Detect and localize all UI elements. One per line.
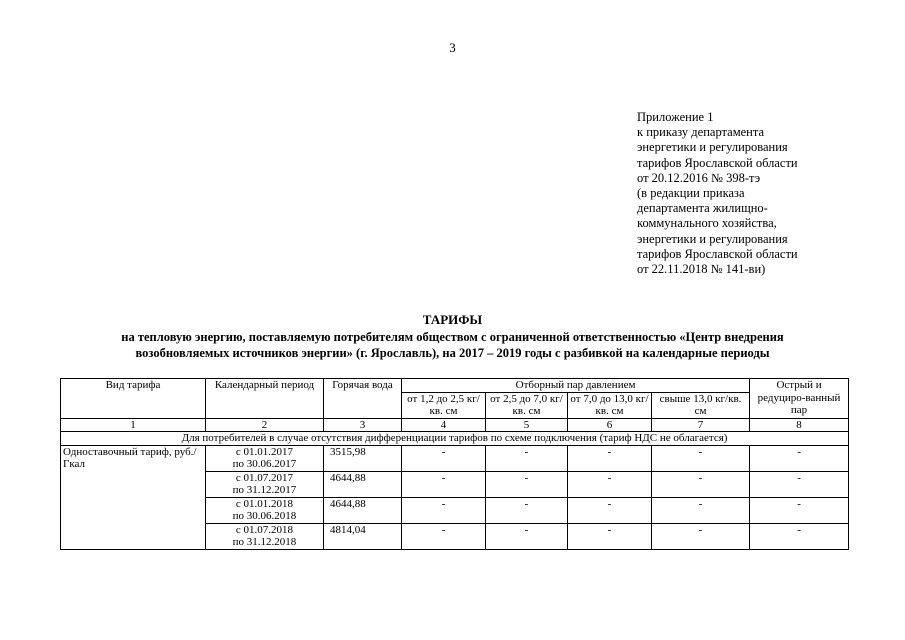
period-cell — [206, 497, 324, 523]
header-steam-2: от 2,5 до 7,0 кг/кв. см — [486, 392, 568, 418]
appendix-line: от 20.12.2016 № 398-тэ — [637, 170, 761, 185]
steam-4-value: - — [652, 471, 750, 497]
section-label: Для потребителей в случае отсутствия дифференциации тарифов по схеме подключения (тариф НДС не облагается) — [61, 432, 849, 446]
header-steam-1: от 1,2 до 2,5 кг/кв. см — [402, 392, 486, 418]
column-number: 5 — [486, 418, 568, 432]
appendix-line: энергетики и регулирования — [637, 231, 788, 246]
period-from: с 01.01.2018 — [235, 497, 294, 510]
sharp-steam-value: - — [750, 471, 849, 497]
period-to: по 31.12.2017 — [232, 484, 297, 496]
steam-3-value: - — [568, 523, 652, 549]
appendix-line: энергетики и регулирования — [637, 140, 788, 155]
steam-2-value: - — [486, 471, 568, 497]
steam-4-value: - — [652, 523, 750, 549]
sharp-steam-value: - — [750, 445, 849, 471]
steam-1-value: - — [402, 497, 486, 523]
steam-3-value: - — [568, 497, 652, 523]
period-cell — [206, 523, 324, 549]
steam-3-value: - — [568, 471, 652, 497]
sharp-steam-value: - — [750, 523, 849, 549]
tariff-name: Одноставочный тариф, руб./Гкал — [61, 445, 206, 549]
hot-water-value: 4644,88 — [324, 497, 402, 523]
period-to: по 30.06.2017 — [232, 458, 297, 470]
appendix-note — [637, 110, 887, 277]
table-row — [61, 445, 849, 471]
steam-4-value: - — [652, 445, 750, 471]
steam-2-value: - — [486, 497, 568, 523]
column-number: 7 — [652, 418, 750, 432]
period-from: с 01.07.2017 — [235, 471, 294, 484]
column-number-row — [61, 418, 849, 432]
appendix-line: коммунального хозяйства, — [637, 216, 777, 231]
appendix-line: тарифов Ярославской области — [637, 155, 798, 170]
subtitle-line: возобновляемых источников энергии» (г. Ярославль), на 2017 – 2019 годы с разбивкой на календарные периоды — [135, 346, 770, 360]
period-from: с 01.07.2018 — [235, 523, 294, 536]
period-from: с 01.01.2017 — [235, 445, 294, 458]
hot-water-value: 4814,04 — [324, 523, 402, 549]
tariff-table — [60, 378, 849, 550]
appendix-line: департамента жилищно- — [637, 201, 768, 216]
header-hot-water: Горячая вода — [324, 379, 402, 419]
hot-water-value: 4644,88 — [324, 471, 402, 497]
column-number: 3 — [324, 418, 402, 432]
page-number: 3 — [449, 40, 456, 55]
header-steam-3: от 7,0 до 13,0 кг/кв. см — [568, 392, 652, 418]
period-cell — [206, 445, 324, 471]
column-number: 1 — [61, 418, 206, 432]
document-subtitle — [40, 329, 865, 361]
steam-4-value: - — [652, 497, 750, 523]
column-number: 6 — [568, 418, 652, 432]
appendix-line: от 22.11.2018 № 141-ви) — [637, 262, 766, 277]
header-tariff-type: Вид тарифа — [61, 379, 206, 419]
appendix-line: (в редакции приказа — [637, 186, 745, 201]
subtitle-line: на тепловую энергию, поставляемую потребителям обществом с ограниченной ответственностью «Центр внедрения — [121, 330, 784, 344]
period-cell — [206, 471, 324, 497]
section-row — [61, 432, 849, 446]
sharp-steam-value: - — [750, 497, 849, 523]
appendix-line: к приказу департамента — [637, 125, 765, 140]
steam-3-value: - — [568, 445, 652, 471]
steam-1-value: - — [402, 523, 486, 549]
header-sharp-steam: Острый и редуциро-ванный пар — [750, 379, 849, 419]
column-number: 8 — [750, 418, 849, 432]
header-steam-group: Отборный пар давлением — [402, 379, 750, 393]
steam-2-value: - — [486, 523, 568, 549]
column-number: 4 — [402, 418, 486, 432]
appendix-line: тарифов Ярославской области — [637, 246, 798, 261]
steam-1-value: - — [402, 445, 486, 471]
period-to: по 31.12.2018 — [232, 536, 297, 548]
period-to: по 30.06.2018 — [232, 510, 297, 522]
appendix-line: Приложение 1 — [637, 110, 714, 124]
header-period: Календарный период — [206, 379, 324, 419]
column-number: 2 — [206, 418, 324, 432]
hot-water-value: 3515,98 — [324, 445, 402, 471]
steam-2-value: - — [486, 445, 568, 471]
steam-1-value: - — [402, 471, 486, 497]
header-steam-4: свыше 13,0 кг/кв. см — [652, 392, 750, 418]
document-title: ТАРИФЫ — [422, 312, 483, 327]
